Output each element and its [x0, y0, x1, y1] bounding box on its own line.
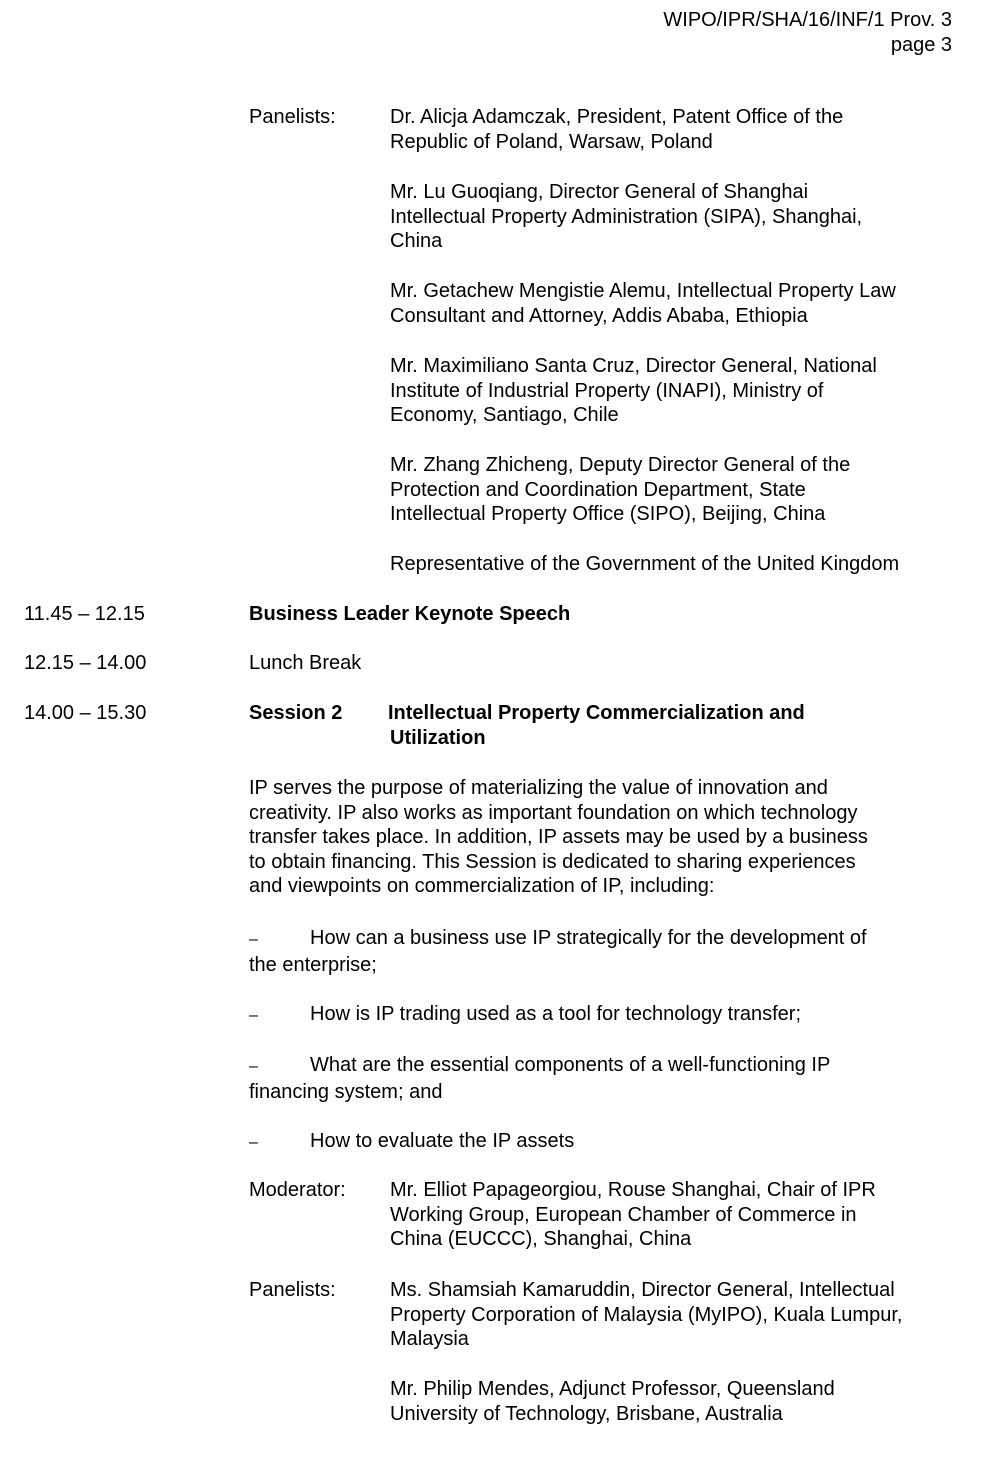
schedule-title: Business Leader Keynote Speech	[249, 603, 571, 625]
bullet-item	[249, 926, 969, 977]
panelist-line: Protection and Coordination Department, State	[390, 478, 806, 501]
description-line: IP serves the purpose of materializing the value of innovation and	[249, 777, 828, 799]
panelists-label: Panelists:	[249, 1279, 336, 1301]
panelist-line: Mr. Maximiliano Santa Cruz, Director General, National	[390, 355, 877, 377]
panelist-line: Intellectual Property Administration (SIPA), Shanghai,	[390, 205, 863, 228]
panelist-entry	[390, 105, 960, 154]
moderator-label: Moderator:	[249, 1179, 346, 1201]
panelist-line: Republic of Poland, Warsaw, Poland	[390, 130, 713, 153]
panelist-entry	[390, 453, 960, 527]
moderator-line: Mr. Elliot Papageorgiou, Rouse Shanghai, Chair of IPR	[390, 1179, 876, 1201]
panelist-line: Dr. Alicja Adamczak, President, Patent Office of the	[390, 106, 844, 128]
session-description	[249, 776, 969, 899]
bullet-text: How can a business use IP strategically for the development of	[310, 927, 867, 949]
panelist-line: Consultant and Attorney, Addis Ababa, Ethiopia	[390, 304, 808, 327]
document-id: WIPO/IPR/SHA/16/INF/1 Prov. 3	[663, 9, 952, 31]
panelist-entry	[390, 1278, 960, 1352]
bullet-text: How is IP trading used as a tool for technology transfer;	[310, 1003, 802, 1025]
panelist-line: China	[390, 230, 443, 253]
panelist-line: Representative of the Government of the United Kingdom	[390, 553, 900, 575]
schedule-title: Lunch Break	[249, 652, 362, 674]
panelist-entry	[390, 1377, 960, 1426]
dash-bullet-icon: –	[249, 1007, 258, 1024]
bullet-text: What are the essential components of a well-functioning IP	[310, 1054, 831, 1076]
bullet-text: financing system; and	[249, 1080, 443, 1103]
panelist-line: Malaysia	[390, 1328, 469, 1351]
description-line: transfer takes place. In addition, IP assets may be used by a business	[249, 826, 868, 849]
session-title	[388, 701, 958, 750]
session-label: Session 2	[249, 702, 343, 724]
moderator-line: Working Group, European Chamber of Commerce in	[390, 1203, 857, 1226]
moderator-entry	[390, 1178, 960, 1252]
description-line: to obtain financing. This Session is dedicated to sharing experiences	[249, 850, 856, 873]
panelist-line: Mr. Zhang Zhicheng, Deputy Director General of the	[390, 454, 851, 476]
schedule-time: 14.00 – 15.30	[24, 702, 147, 724]
panelist-line: University of Technology, Brisbane, Australia	[390, 1402, 783, 1425]
page-header	[663, 8, 952, 57]
panelist-line: Mr. Lu Guoqiang, Director General of Shanghai	[390, 181, 809, 203]
bullet-item	[249, 1053, 969, 1104]
schedule-time: 11.45 – 12.15	[24, 603, 145, 625]
bullet-text: How to evaluate the IP assets	[310, 1130, 575, 1152]
bullet-item	[249, 1002, 969, 1029]
panelist-line: Intellectual Property Office (SIPO), Beijing, China	[390, 503, 826, 526]
panelists-label: Panelists:	[249, 106, 336, 128]
panelist-line: Mr. Philip Mendes, Adjunct Professor, Queensland	[390, 1378, 835, 1400]
description-line: creativity. IP also works as important foundation on which technology	[249, 801, 858, 824]
session-title-line: Utilization	[390, 726, 486, 749]
panelist-entry	[390, 354, 960, 428]
moderator-line: China (EUCCC), Shanghai, China	[390, 1228, 692, 1251]
panelist-line: Institute of Industrial Property (INAPI), Ministry of	[390, 379, 824, 402]
panelist-line: Property Corporation of Malaysia (MyIPO), Kuala Lumpur,	[390, 1303, 903, 1326]
panelist-line: Ms. Shamsiah Kamaruddin, Director General, Intellectual	[390, 1279, 895, 1301]
panelist-line: Mr. Getachew Mengistie Alemu, Intellectual Property Law	[390, 280, 896, 302]
dash-bullet-icon: –	[249, 931, 258, 948]
description-line: and viewpoints on commercialization of IP, including:	[249, 875, 715, 898]
panelist-line: Economy, Santiago, Chile	[390, 404, 619, 427]
panelist-entry	[390, 180, 960, 254]
bullet-item	[249, 1129, 969, 1156]
page-number: page 3	[890, 33, 952, 56]
dash-bullet-icon: –	[249, 1058, 258, 1075]
dash-bullet-icon: –	[249, 1134, 258, 1151]
schedule-time: 12.15 – 14.00	[24, 652, 147, 674]
bullet-text: the enterprise;	[249, 953, 377, 976]
session-title-line: Intellectual Property Commercialization and	[388, 702, 805, 724]
panelist-entry	[390, 279, 960, 328]
panelist-entry	[390, 552, 960, 577]
